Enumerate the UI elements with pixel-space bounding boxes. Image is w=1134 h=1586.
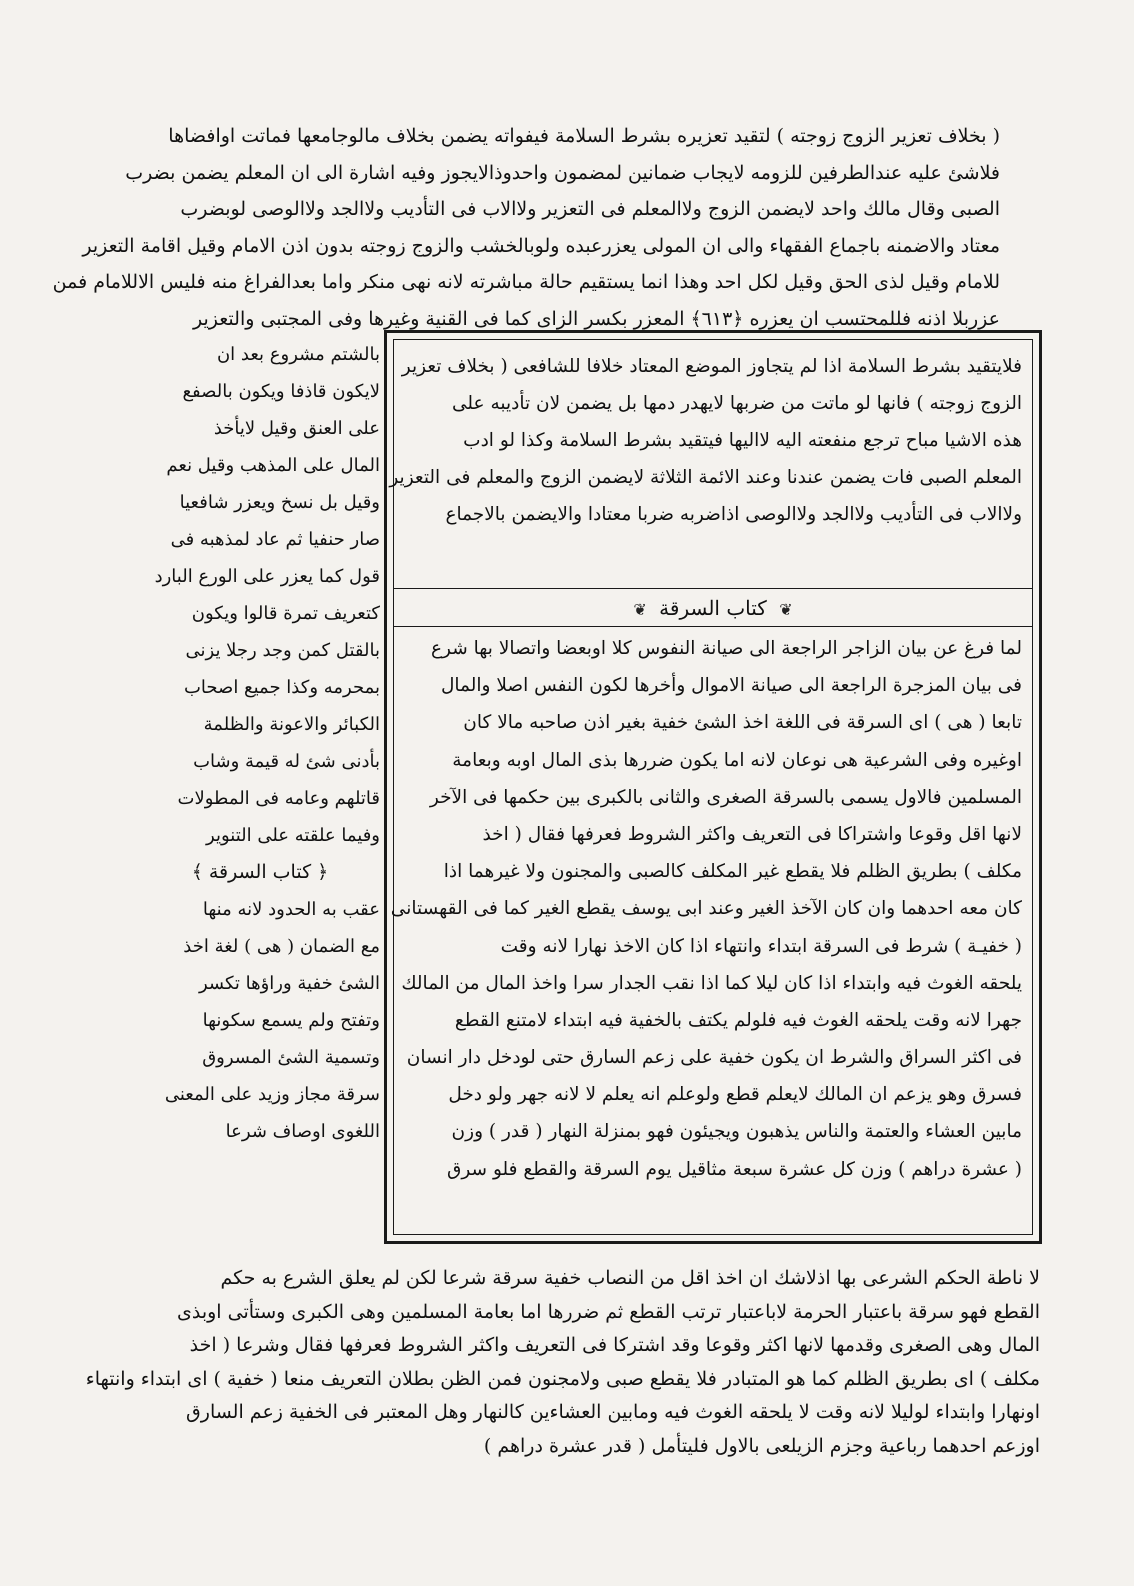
- ornament-icon: ❦: [633, 600, 647, 619]
- text-line: كان معه احدهما وان كان الآخذ الغير وعند ابى يوسف يقطع الغير كما فى القهستانى: [390, 898, 1022, 920]
- text-line: بمحرمه وكذا جميع اصحاب: [183, 677, 380, 698]
- text-line: عزربلا اذنه فللمحتسب ان يعزره ﴿٦١٣﴾ المعزر بكسر الزاى كما فى القنية وغيرها وفى المجتبى والتعزير: [193, 307, 1000, 330]
- text-line: فى اكثر السراق والشرط ان يكون خفية على زعم السارق حتى لودخل دار انسان: [406, 1047, 1022, 1069]
- main-text-upper: [389, 348, 1022, 533]
- text-line: اوغيره وفى الشرعية هى نوعان لانه اما يكون ضررها بذى المال اوبه وبعامة: [452, 749, 1022, 771]
- text-line: المال على المذهب وقيل نعم: [166, 455, 380, 476]
- main-text-frame: [384, 330, 1042, 1244]
- text-line: لانها اقل وقوعا واشتراكا فى التعريف واكثر الشروط فعرفها فقال ( اخذ: [482, 823, 1022, 845]
- text-line: تابعا ( هى ) اى السرقة فى اللغة اخذ الشئ خفية بغير اذن صاحبه مالا كان: [463, 712, 1022, 734]
- text-line: لا ناطة الحكم الشرعى بها اذلاشك ان اخذ اقل من النصاب خفية سرقة شرعا لكن لم يعلق الشرع به حكم: [220, 1267, 1040, 1289]
- text-line: الزوج زوجته ) فانها لو ماتت من ضربها لايهدر دمها بل يضمن لان تأديبه على: [452, 393, 1022, 414]
- text-line: كتعريف تمرة قالوا ويكون: [191, 603, 380, 624]
- text-line: مكلف ) بطريق الظلم فلا يقطع غير المكلف كالصبى والمجنون ولا غيرهما اذا: [443, 861, 1022, 883]
- side-chapter-title: ﴿ كتاب السرقة ﴾: [191, 861, 329, 883]
- text-line: الكبائر والاعونة والظلمة: [203, 714, 380, 735]
- main-text-lower: [390, 630, 1022, 1188]
- text-line: اوزعم احدهما رباعية وجزم الزيلعى بالاول فليتأمل ( قدر عشرة دراهم ): [483, 1434, 1040, 1457]
- text-line: لما فرغ عن بيان الزاجر الراجعة الى صيانة النفوس كلا اوبعضا واتصالا بها شرع: [431, 638, 1022, 659]
- text-line: وقيل بل نسخ ويعزر شافعيا: [179, 492, 380, 513]
- text-line: سرقة مجاز وزيد على المعنى: [164, 1084, 380, 1105]
- text-line: بالقتل كمن وجد رجلا يزنى: [185, 640, 380, 661]
- text-line: القطع فهو سرقة باعتبار الحرمة لاباعتبار ترتب القطع ثم ضررها اما بعامة المسلمين وهى الكبرى وستأتى اوبذى: [176, 1300, 1040, 1323]
- text-line: الشئ خفية وراؤها تكسر: [198, 973, 380, 994]
- text-line: ( خفيـة ) شرط فى السرقة ابتداء وانتهاء اذا كان الاخذ نهارا لانه وقت: [500, 935, 1022, 957]
- text-line: فسرق وهو يزعم ان المالك لايعلم قطع ولوعلم انه يعلم لا لانه جهر ولو دخل: [448, 1084, 1022, 1106]
- text-line: جهرا لانه وقت يلحقه الغوث فيه فلولم يكتف بالخفية فيه ابتداء لامتنع القطع: [454, 1009, 1022, 1031]
- text-line: يلحقه الغوث فيه وابتداء اذا كان ليلا كما اذا نقب الجدار سرا واخذ المال من المالك: [401, 972, 1022, 994]
- text-line: بأدنى شئ له قيمة وشاب: [193, 751, 380, 772]
- text-line: مابين العشاء والعتمة والناس يذهبون ويجيئون فهو بمنزلة النهار ( قدر ) وزن: [451, 1121, 1022, 1143]
- text-line: قول كما يعزر على الورع البارد: [154, 566, 380, 587]
- divider: [394, 588, 1032, 589]
- text-line: وفيما علقته على التنوير: [206, 825, 380, 846]
- text-line: المسلمين فالاول يسمى بالسرقة الصغرى والثانى بالكبرى بين حكمها فى الآخر: [429, 786, 1022, 808]
- text-line: ( بخلاف تعزير الزوج زوجته ) لتقيد تعزيره بشرط السلامة فيفواته يضمن بخلاف مالوجامعها فماتت اوافضاها: [168, 125, 1000, 147]
- text-line: المعلم الصبى فات يضمن عندنا وعند الائمة الثلاثة لايضمن الزوج والمعلم فى التعزير: [389, 467, 1022, 488]
- main-text-inner-frame: [389, 339, 1033, 1235]
- text-line: فلايتقيد بشرط السلامة اذا لم يتجاوز الموضع المعتاد خلافا للشافعى ( بخلاف تعزير: [401, 356, 1022, 377]
- text-line: عقب به الحدود لانه منها: [202, 899, 380, 920]
- ornament-icon: ❦: [779, 600, 793, 619]
- text-line: اونهارا وابتداء لوليلا لانه وقت لا يلحقه الغوث فيه ومابين العشاءين كالنهار وهل المعتبر فى الخفية زعم السارق: [186, 1401, 1040, 1423]
- text-line: على العنق وقيل لايأخذ: [213, 418, 380, 439]
- text-line: هذه الاشيا مباح ترجع منفعته اليه لااليها فيتقيد بشرط السلامة وكذا لو ادب: [463, 430, 1022, 451]
- text-line: المال وهى الصغرى وقدمها لانها اكثر وقوعا وقد اشتركا فى التعريف واكثر الشروط فعرفها فقال وشرعا ( اخذ: [189, 1334, 1040, 1356]
- text-line: بالشتم مشروع بعد ان: [216, 344, 380, 365]
- text-line: للامام وقيل لذى الحق وقيل لكل احد وهذا انما يستقيم حالة مباشرته لانه نهى منكر واما بعدالفراغ منه فليس الاللامام فمن: [52, 271, 1000, 293]
- side-commentary: [140, 336, 380, 1150]
- divider: [394, 626, 1032, 627]
- text-line: وتسمية الشئ المسروق: [202, 1047, 380, 1068]
- text-line: فلاشئ عليه عندالطرفين للزومه لايجاب ضمانين لمضمون واحدوذالايجوز وفيه اشارة الى ان المعلم يضمن بضرب: [125, 161, 1000, 184]
- text-line: صار حنفيا ثم عاد لمذهبه فى: [170, 529, 380, 550]
- chapter-heading: [394, 592, 1032, 624]
- chapter-title: كتاب السرقة: [659, 596, 767, 620]
- text-line: اللغوى اوصاف شرعا: [225, 1121, 380, 1142]
- bottom-commentary: [85, 1262, 1040, 1463]
- top-commentary: [52, 118, 1000, 337]
- text-line: لايكون قاذفا ويكون بالصفع: [182, 381, 380, 402]
- text-line: فى بيان المزجرة الراجعة الى صيانة الاموال وأخرها لكون النفس اصلا والمال: [440, 675, 1022, 697]
- text-line: الصبى وقال مالك واحد لايضمن الزوج ولاالمعلم فى التعزير ولاالاب فى التأديب ولاالجد ولاالوصى لوبضرب: [180, 198, 1000, 220]
- text-line: وتفتح ولم يسمع سكونها: [202, 1010, 380, 1031]
- text-line: معتاد والاضمنه باجماع الفقهاء والى ان المولى يعزرعبده ولوبالخشب والزوج زوجته بدون اذن الامام وقيل اقامة التعزير: [82, 234, 1000, 257]
- text-line: ولاالاب فى التأديب ولاالجد ولاالوصى اذاضربه ضربا معتادا والايضمن بالاجماع: [445, 504, 1022, 525]
- text-line: مع الضمان ( هى ) لغة اخذ: [183, 936, 380, 957]
- text-line: مكلف ) اى بطريق الظلم كما هو المتبادر فلا يقطع صبى ولامجنون فمن الظن بطلان التعريف منعا ( خفية ) اى ابتداء وانتهاء: [85, 1367, 1040, 1390]
- text-line: ( عشرة دراهم ) وزن كل عشرة سبعة مثاقيل يوم السرقة والقطع فلو سرق: [447, 1158, 1022, 1180]
- text-line: قاتلهم وعامه فى المطولات: [177, 788, 380, 809]
